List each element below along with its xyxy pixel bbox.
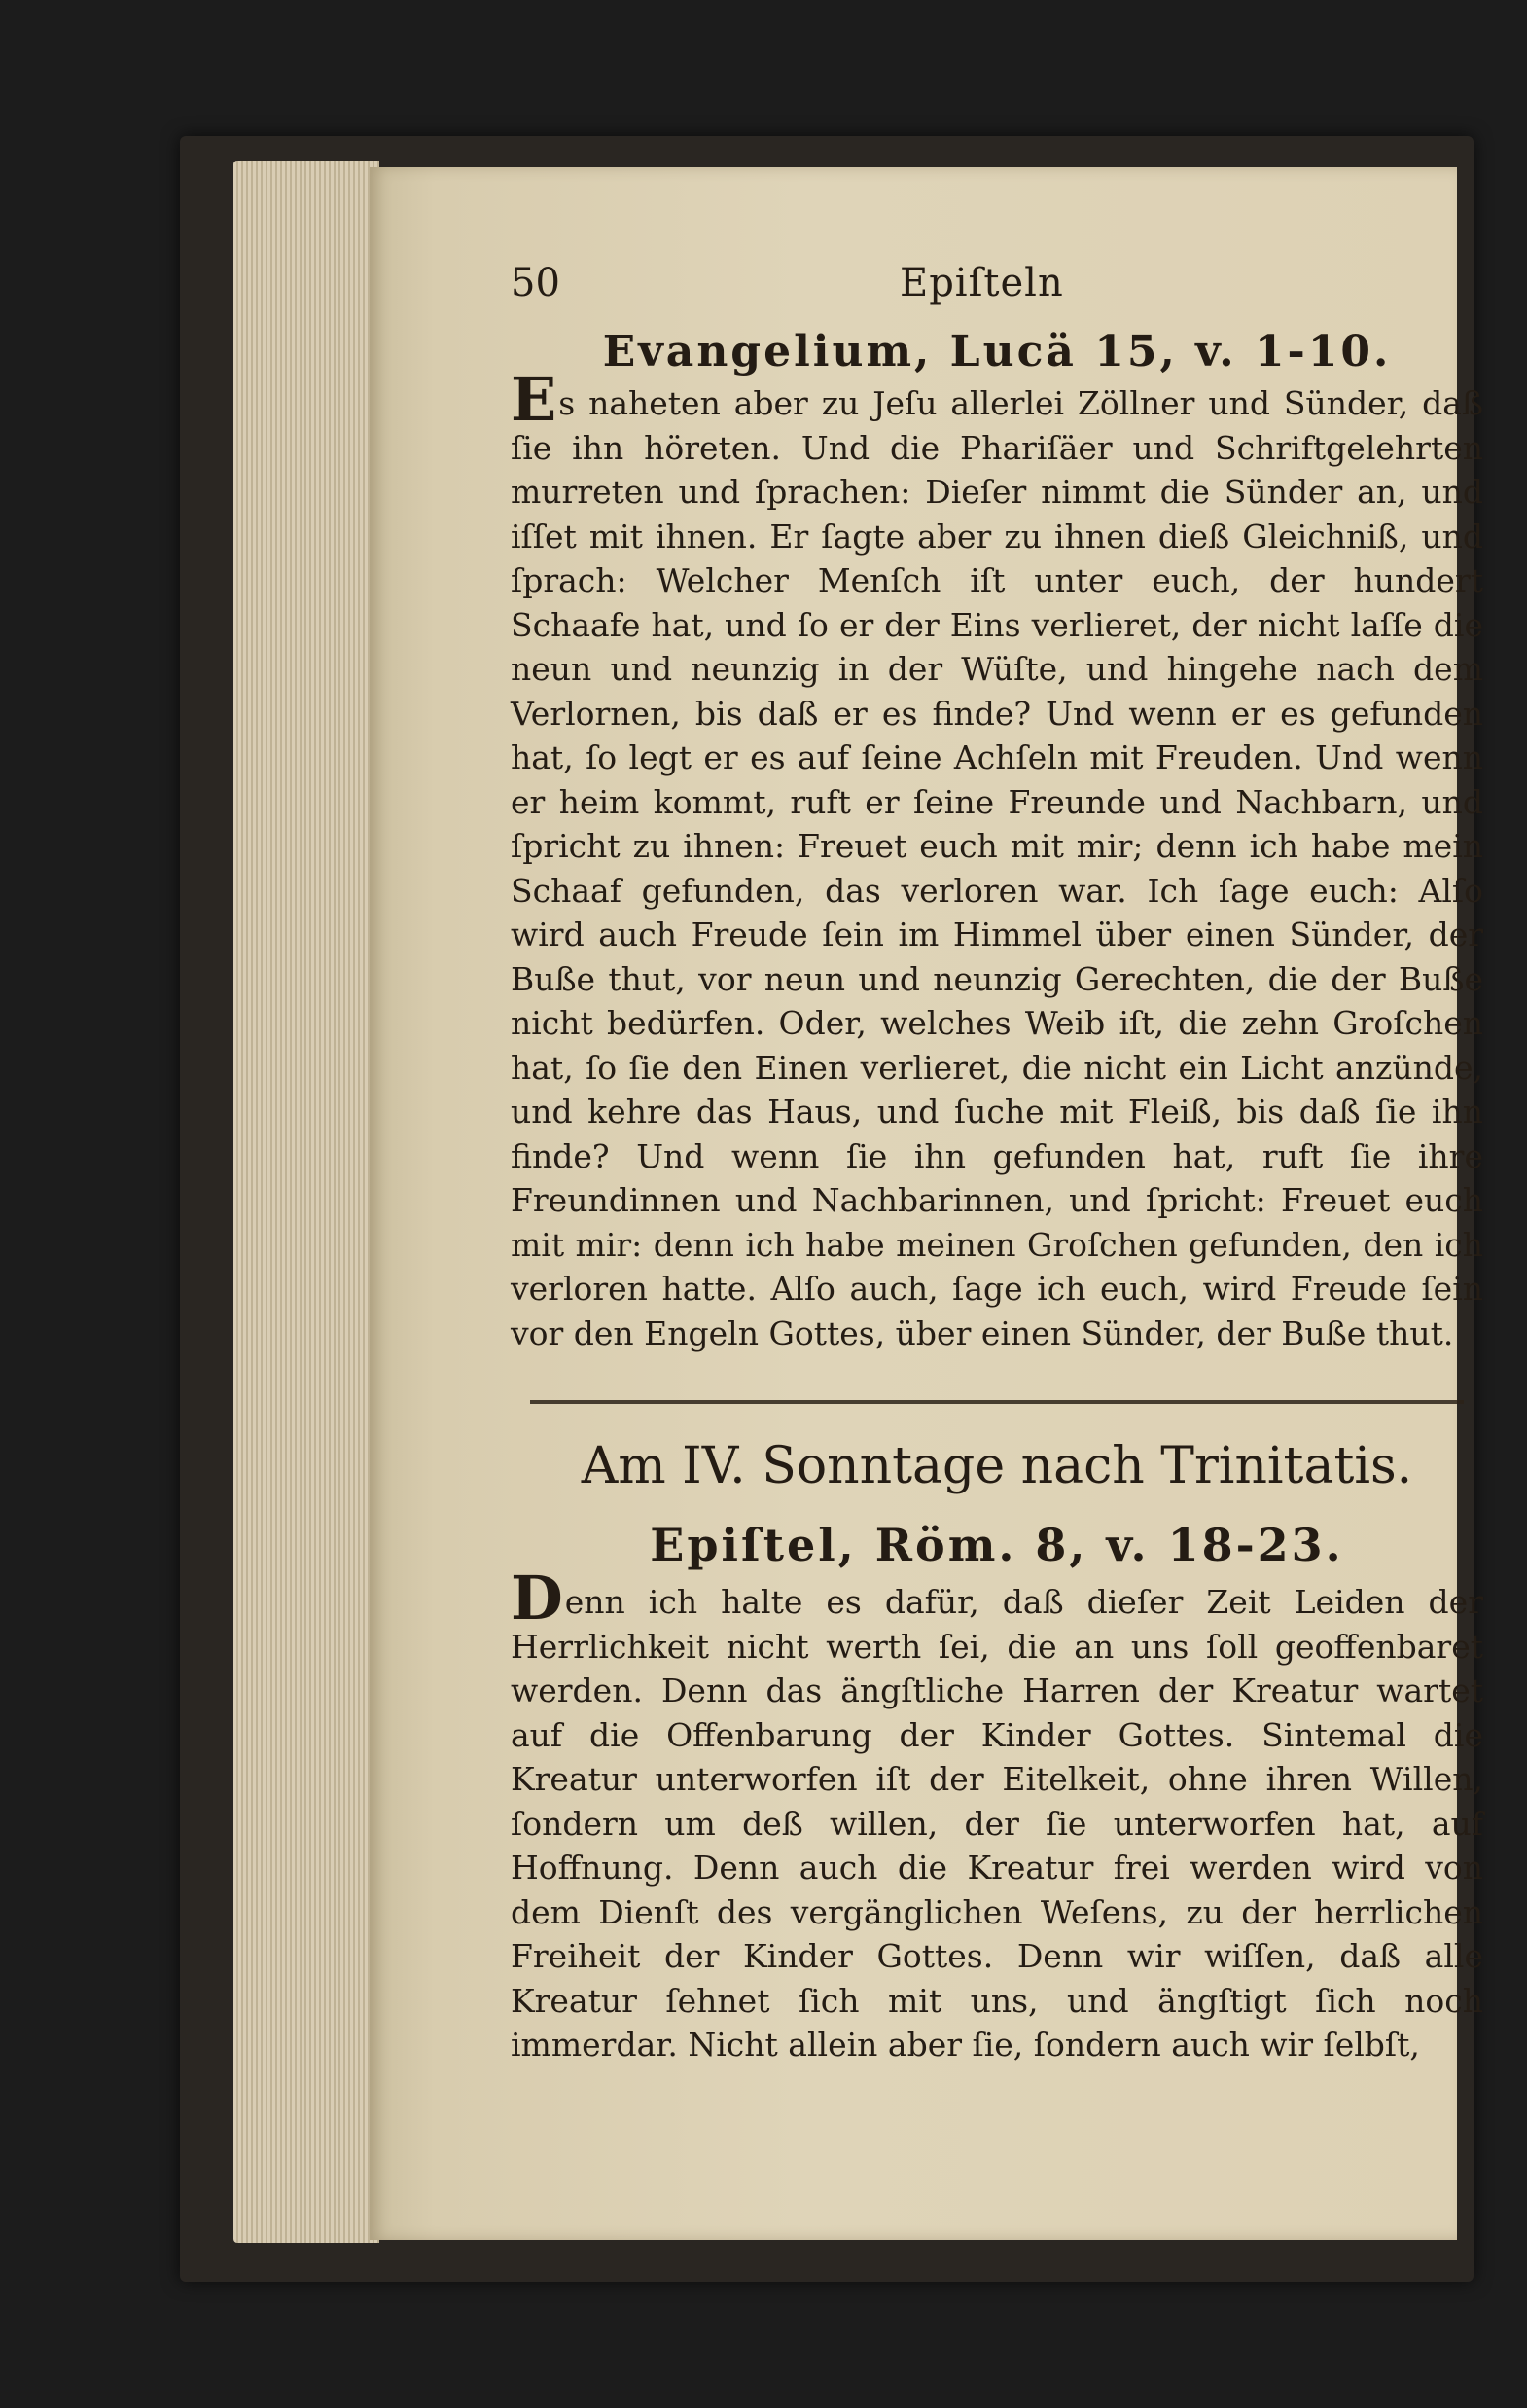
- page-header: [511, 261, 1483, 319]
- book-page: [370, 167, 1483, 2240]
- sunday-title: Am IV. Sonntage nach Trinitatis.: [581, 1437, 1413, 1495]
- epistle-paragraph: [511, 1563, 1483, 2067]
- section-divider: [530, 1400, 1464, 1404]
- gospel-text: s naheten aber zu Jeſu allerlei Zöllner und Sünder, daß ſie ihn höreten. Und die Phariſäer und Schriftgelehrten murreten und ſprachen: Dieſer nimmt die Sünder an, und iſſet mit ihnen. Er ſagte aber zu ihnen dieß Gleichniß, und ſprach: Welcher Menſch iſt unter euch, der hundert Schaafe hat, und ſo er der Eins verlieret, der nicht laſſe die neun und neunzig in der Wüſte, und hingehe nach dem Verlornen, bis daß er es finde? Und wenn er es gefunden hat, ſo legt er es auf ſeine Achſeln mit Freuden. Und wenn er heim kommt, ruft er ſeine Freunde und Nachbarn, und ſpricht zu ihnen: Freuet euch mit mir; denn ich habe mein Schaaf gefunden, das verloren war. Ich ſage euch: Alſo wird auch Freude ſein im Himmel über einen Sünder, der Buße thut, vor neun und neunzig Gerechten, die der Buße nicht bedürfen. Oder, welches Weib iſt, die zehn Groſchen hat, ſo ſie den Einen verlieret, die nicht ein Licht anzünde, und kehre das Haus, und ſuche mit Fleiß, bis daß ſie ihn finde? Und wenn ſie ihn gefunden hat, ruft ſie ihre Freundinnen und Nachbarinnen, und ſpricht: Freuet euch mit mir: denn ich habe meinen Groſchen gefunden, den ich verloren hatte. Alſo auch, ſage ich euch, wird Freude ſein vor den Engeln Gottes, über einen Sünder, der Buße thut.: [511, 384, 1483, 1352]
- epistle-text: enn ich halte es dafür, daß dieſer Zeit Leiden der Herrlichkeit nicht werth ſei, die an uns ſoll geoffenbaret werden. Denn das ängſtliche Harren der Kreatur wartet auf die Offenbarung der Kinder Gottes. Sintemal die Kreatur unterworfen iſt der Eitelkeit, ohne ihren Willen, ſondern um deß willen, der ſie unterworfen hat, auf Hoffnung. Denn auch die Kreatur frei werden wird von dem Dienſt des vergänglichen Weſens, zu der herrlichen Freiheit der Kinder Gottes. Denn wir wiſſen, daß alle Kreatur ſehnet ſich mit uns, und ängſtigt ſich noch immerdar. Nicht allein aber ſie, ſondern auch wir ſelbſt,: [511, 1583, 1483, 2064]
- page-edges: [233, 161, 379, 2243]
- epistle-initial: D: [511, 1563, 563, 1634]
- gospel-heading: Evangelium, Lucä 15, v. 1‑10.: [602, 327, 1392, 377]
- running-head: Epiſteln: [900, 261, 1064, 305]
- gospel-initial: E: [511, 364, 557, 435]
- gospel-paragraph: [511, 364, 1483, 1355]
- page-number: 50: [511, 261, 560, 305]
- epistle-heading: Epiſtel, Röm. 8, v. 18‑23.: [650, 1519, 1344, 1571]
- page-text-block: [511, 261, 1483, 2067]
